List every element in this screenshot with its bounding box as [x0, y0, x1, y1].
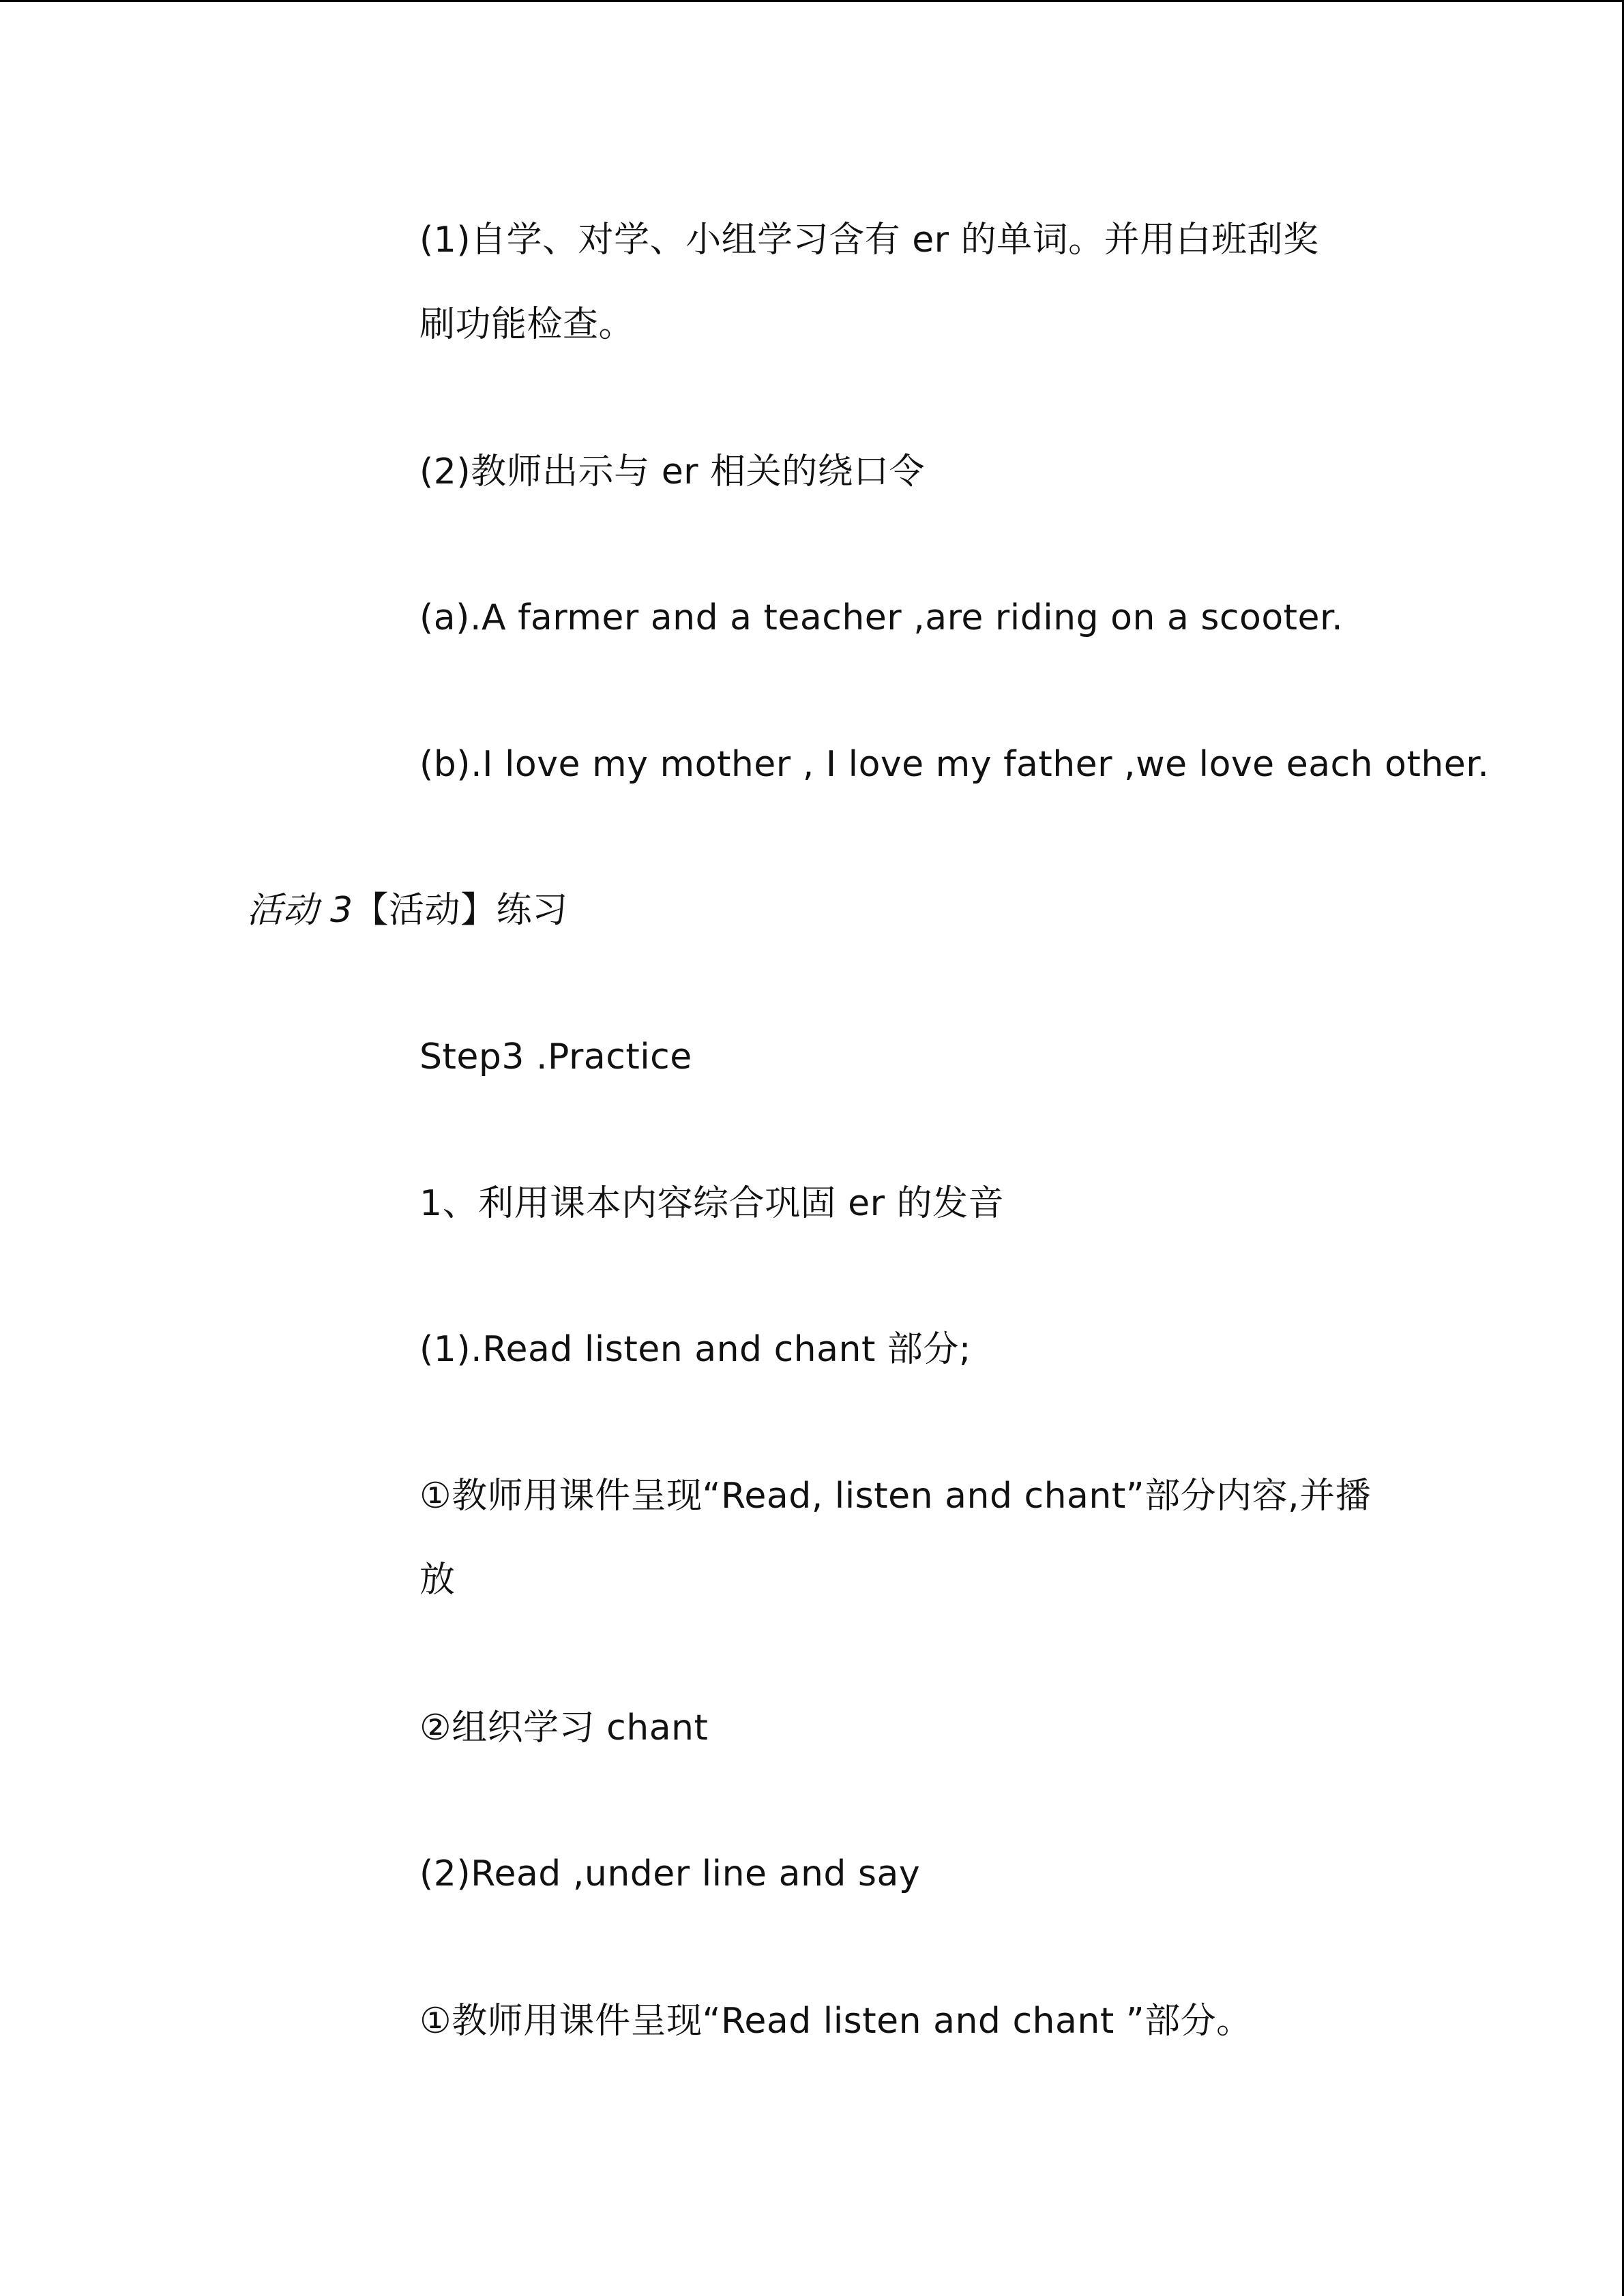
text-line-9: 放: [419, 1560, 456, 1600]
activity-heading-label: 【活动】练习: [353, 890, 568, 931]
activity-heading: [247, 889, 568, 932]
text-line-3: (2)教师出示与 er 相关的绕口令: [419, 451, 926, 492]
activity-heading-number: 活动 3: [247, 890, 353, 931]
text-line-7: (1).Read listen and chant 部分;: [419, 1329, 971, 1370]
text-line-2: 刷功能检查。: [419, 304, 635, 345]
text-line-1: (1)自学、对学、小组学习含有 er 的单词。并用白班刮奖: [419, 220, 1319, 260]
text-line-4: (a).A farmer and a teacher ,are riding on a scooter.: [419, 597, 1344, 638]
text-line-11: (2)Read ,under line and say: [419, 1853, 921, 1894]
text-line-6: 1、利用课本内容综合巩固 er 的发音: [419, 1183, 1005, 1224]
page-top-border: [0, 0, 1624, 2]
text-line-12: ①教师用课件呈现“Read listen and chant ”部分。: [419, 2001, 1252, 2042]
text-line-5: (b).I love my mother , I love my father ,we love each other.: [419, 744, 1490, 785]
text-line-10: ②组织学习 chant: [419, 1708, 709, 1748]
text-line-8: ①教师用课件呈现“Read, listen and chant”部分内容,并播: [419, 1476, 1372, 1517]
text-line-step3: Step3 .Practice: [419, 1037, 692, 1077]
